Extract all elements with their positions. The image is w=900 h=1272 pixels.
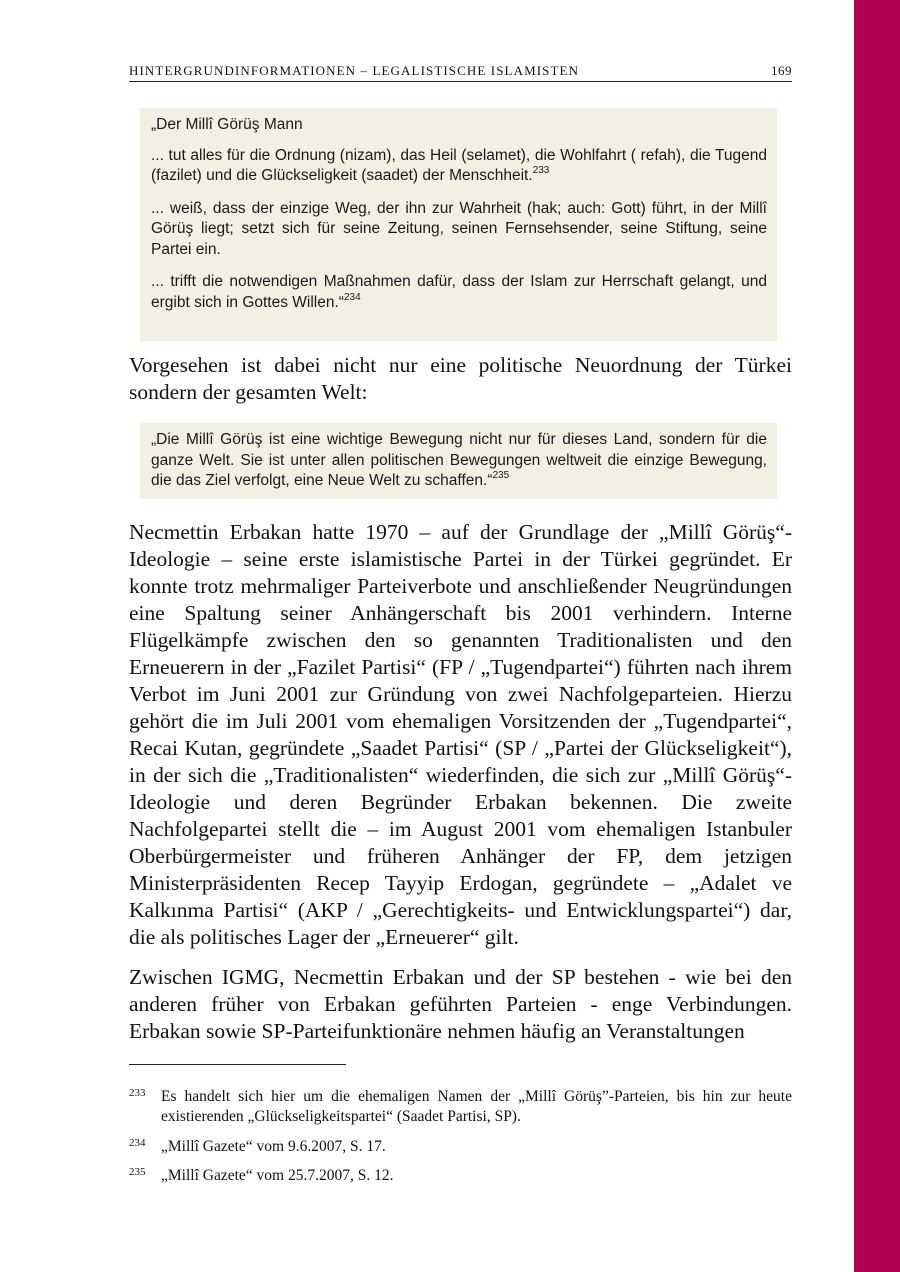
footnote-number: 233: [129, 1087, 146, 1099]
footnote-ref[interactable]: 235: [492, 470, 510, 481]
running-title: HINTERGRUNDINFORMATIONEN – LEGALISTISCHE ISLAMISTEN: [129, 63, 580, 78]
quote-paragraph: ... weiß, dass der einzige Weg, der ihn zur Wahrheit (hak; auch: Gott) führt, in der Millî Görüş liegt; setzt sich für seine Zeitung, seinen Fernsehsender, seine Stiftung, seine Partei ein.: [151, 199, 767, 258]
body-paragraph: Necmettin Erbakan hatte 1970 – auf der Grundlage der „Millî Görüş“-Ideologie – seine erste islamistische Partei in der Türkei gegründet. Er konnte trotz mehrmaliger Parteiverbote und anschließender Neugründungen eine Spaltung seiner Anhängerschaft bis 2001 verhindern. Interne Flügelkämpfe zwischen den so genannten Traditionalisten und den Erneuerern in der „Fazilet Partisi“ (FP / „Tugendpartei“) führten nach ihrem Verbot im Juni 2001 zur Gründung von zwei Nachfolgeparteien. Hierzu gehört die im Juli 2001 vom ehemaligen Vorsitzenden der „Tugendpartei“, Recai Kutan, gegründete „Saadet Partisi“ (SP / „Partei der Glückseligkeit“), in der sich die „Traditionalisten“ wiederfinden, die sich zur „Millî Görüş“-Ideologie und deren Begründer Erbakan bekennen. Die zweite Nachfolgepartei stellt die – im August 2001 vom ehemaligen Istanbuler Oberbürgermeister und früheren Anhänger der FP, dem jetzigen Ministerpräsidenten Recep Tayyip Erdogan, gegründete – „Adalet ve Kalkınma Partisi“ (AKP / „Gerechtigkeits- und Entwicklungspartei“) dar, die als politisches Lager der „Erneuerer“ gilt.: [129, 520, 792, 949]
quote-intro: „Der Millî Görüş Mann: [151, 116, 303, 133]
page-number: 169: [771, 63, 792, 78]
footnote-ref[interactable]: 234: [343, 291, 361, 303]
footnote-number: 235: [129, 1166, 146, 1178]
quote-paragraph: ... trifft die notwendigen Maßnahmen dafür, dass der Islam zur Herrschaft gelangt, und ergibt sich in Gottes Willen.“$^{234}$: [151, 273, 767, 311]
side-color-bar: [854, 0, 900, 1272]
footnote: [129, 1166, 792, 1186]
footnote-text: „Millî Gazete“ vom 25.7.2007, S. 12.: [161, 1167, 394, 1184]
quote-paragraph: ... tut alles für die Ordnung (nizam), das Heil (selamet), die Wohlfahrt ( refah), die Tugend (fazilet) und die Glückseligkeit (saadet) der Menschheit.$^{233}$: [151, 146, 767, 184]
footnote: [129, 1137, 792, 1157]
body-paragraph: Vorgesehen ist dabei nicht nur eine politische Neuordnung der Türkei sondern der gesamten Welt:: [129, 353, 792, 404]
footnote-text: Es handelt sich hier um die ehemaligen Namen der „Millî Görüş”-Parteien, bis hin zur heute existierenden „Glückseligkeitspartei“ (Saadet Partisi, SP).: [161, 1088, 792, 1125]
footnote-separator: [129, 1064, 346, 1065]
running-header: [129, 63, 792, 82]
quote-paragraph: „Die Millî Görüş ist eine wichtige Bewegung nicht nur für dieses Land, sondern für die ganze Welt. Sie ist unter allen politischen Bewegungen weltweit die einzige Bewegung, die das Ziel verfolgt, eine Neue Welt zu schaffen.“$^{235}$: [151, 431, 767, 489]
footnote: [129, 1087, 792, 1127]
footnote-number: 234: [129, 1137, 146, 1149]
footnote-ref[interactable]: 233: [532, 165, 550, 176]
quote-box-millî-görüş-mann: [140, 108, 777, 341]
body-paragraph: Zwischen IGMG, Necmettin Erbakan und der SP bestehen - wie bei den anderen früher von Erbakan geführten Parteien - enge Verbindungen. Erbakan sowie SP-Parteifunktionäre nehmen häufig an Veranstaltungen: [129, 965, 792, 1043]
footnote-text: „Millî Gazete“ vom 9.6.2007, S. 17.: [161, 1138, 386, 1155]
quote-box-neue-welt: [140, 423, 777, 499]
